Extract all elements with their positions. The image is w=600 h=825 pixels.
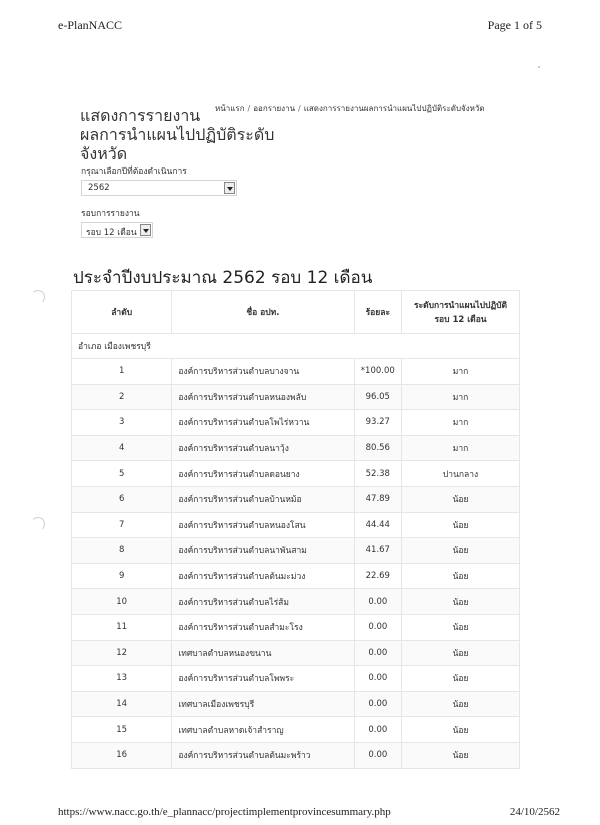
cell-no: 12	[72, 640, 172, 666]
cell-no: 5	[72, 461, 172, 487]
cell-name: องค์การบริหารส่วนตำบลบางจาน	[172, 359, 354, 385]
cell-name: องค์การบริหารส่วนตำบลดอนยาง	[172, 461, 354, 487]
cell-percent: 93.27	[354, 410, 402, 436]
chevron-down-icon[interactable]	[224, 182, 235, 194]
cell-name: องค์การบริหารส่วนตำบลไร่ส้ม	[172, 589, 354, 615]
cell-level: น้อย	[402, 742, 520, 768]
print-url: https://www.nacc.go.th/e_plannacc/projectimplementprovincesummary.php	[58, 806, 391, 818]
table-row	[72, 717, 520, 743]
col-header-level-line1: ระดับการนำแผนไปปฏิบัติ	[414, 301, 508, 311]
cell-level: น้อย	[402, 717, 520, 743]
col-header-level-line2: รอบ 12 เดือน	[434, 315, 487, 325]
cell-name: เทศบาลตำบลหนองขนาน	[172, 640, 354, 666]
cell-percent: 41.67	[354, 538, 402, 564]
cell-name: องค์การบริหารส่วนตำบลโพไร่หวาน	[172, 410, 354, 436]
cell-name: องค์การบริหารส่วนตำบลหนองพลับ	[172, 384, 354, 410]
cell-name: เทศบาลเมืองเพชรบุรี	[172, 691, 354, 717]
table-row	[72, 614, 520, 640]
print-date: 24/10/2562	[509, 806, 560, 818]
cell-no: 6	[72, 486, 172, 512]
group-label: อำเภอ เมืองเพชรบุรี	[72, 334, 520, 359]
group-row	[72, 334, 520, 359]
cell-percent: 47.89	[354, 486, 402, 512]
cell-level: มาก	[402, 384, 520, 410]
cell-level: น้อย	[402, 666, 520, 692]
round-label: รอบการรายงาน	[81, 209, 140, 219]
cell-level: น้อย	[402, 486, 520, 512]
breadcrumb-reports[interactable]: ออกรายงาน	[253, 104, 296, 113]
cell-no: 11	[72, 614, 172, 640]
print-page-number: Page 1 of 5	[487, 18, 542, 32]
cell-no: 14	[72, 691, 172, 717]
page-title-line1: แสดงการรายงาน	[80, 106, 201, 125]
table-row	[72, 359, 520, 385]
round-select-value: รอบ 12 เดือน	[86, 228, 137, 238]
print-header-title: e-PlanNACC	[58, 18, 122, 32]
report-table	[71, 290, 520, 769]
breadcrumb-current: แสดงการรายงานผลการนำแผนไปปฏิบัติระดับจังหวัด	[303, 104, 485, 113]
cell-level: น้อย	[402, 614, 520, 640]
cell-percent: 0.00	[354, 742, 402, 768]
cell-name: องค์การบริหารส่วนตำบลต้นมะพร้าว	[172, 742, 354, 768]
cell-no: 3	[72, 410, 172, 436]
cell-no: 9	[72, 563, 172, 589]
table-row	[72, 742, 520, 768]
punch-hole	[31, 290, 45, 304]
cell-no: 13	[72, 666, 172, 692]
cell-level: น้อย	[402, 563, 520, 589]
scan-speck	[538, 66, 540, 68]
table-row	[72, 486, 520, 512]
table-row	[72, 538, 520, 564]
cell-no: 8	[72, 538, 172, 564]
cell-percent: *100.00	[354, 359, 402, 385]
cell-no: 2	[72, 384, 172, 410]
table-row	[72, 666, 520, 692]
table-row	[72, 461, 520, 487]
breadcrumb-separator: /	[298, 104, 301, 113]
cell-level: น้อย	[402, 538, 520, 564]
table-row	[72, 512, 520, 538]
cell-percent: 0.00	[354, 666, 402, 692]
cell-percent: 96.05	[354, 384, 402, 410]
cell-percent: 0.00	[354, 691, 402, 717]
col-header-name: ชื่อ อปท.	[172, 291, 354, 334]
page-title	[80, 106, 310, 163]
cell-no: 16	[72, 742, 172, 768]
chevron-down-icon[interactable]	[140, 224, 151, 236]
punch-hole	[31, 517, 45, 531]
table-row	[72, 384, 520, 410]
cell-level: มาก	[402, 359, 520, 385]
cell-no: 7	[72, 512, 172, 538]
cell-name: องค์การบริหารส่วนตำบลต้นมะม่วง	[172, 563, 354, 589]
cell-percent: 0.00	[354, 640, 402, 666]
cell-no: 15	[72, 717, 172, 743]
year-select-value: 2562	[88, 183, 110, 193]
cell-percent: 0.00	[354, 717, 402, 743]
cell-percent: 44.44	[354, 512, 402, 538]
table-row	[72, 435, 520, 461]
cell-name: องค์การบริหารส่วนตำบลสำมะโรง	[172, 614, 354, 640]
report-heading: ประจำปีงบประมาณ 2562 รอบ 12 เดือน	[73, 268, 373, 288]
page-title-line2: ผลการนำแผนไปปฏิบัติระดับจังหวัด	[80, 125, 275, 163]
cell-percent: 80.56	[354, 435, 402, 461]
round-select[interactable]	[81, 222, 153, 238]
cell-level: น้อย	[402, 640, 520, 666]
col-header-percent: ร้อยละ	[354, 291, 402, 334]
cell-level: น้อย	[402, 691, 520, 717]
cell-level: มาก	[402, 410, 520, 436]
table-row	[72, 563, 520, 589]
cell-level: น้อย	[402, 589, 520, 615]
year-label: กรุณาเลือกปีที่ต้องดำเนินการ	[81, 167, 187, 177]
table-row	[72, 589, 520, 615]
cell-percent: 0.00	[354, 614, 402, 640]
cell-level: ปานกลาง	[402, 461, 520, 487]
cell-no: 1	[72, 359, 172, 385]
cell-name: องค์การบริหารส่วนตำบลโพพระ	[172, 666, 354, 692]
cell-level: มาก	[402, 435, 520, 461]
table-row	[72, 640, 520, 666]
cell-name: องค์การบริหารส่วนตำบลหนองโสน	[172, 512, 354, 538]
cell-name: องค์การบริหารส่วนตำบลนาพันสาม	[172, 538, 354, 564]
cell-name: องค์การบริหารส่วนตำบลบ้านหม้อ	[172, 486, 354, 512]
print-footer	[58, 806, 560, 820]
cell-name: เทศบาลตำบลหาดเจ้าสำราญ	[172, 717, 354, 743]
col-header-no: ลำดับ	[72, 291, 172, 334]
table-row	[72, 410, 520, 436]
cell-percent: 22.69	[354, 563, 402, 589]
print-header	[58, 18, 542, 34]
cell-percent: 52.38	[354, 461, 402, 487]
breadcrumb-home[interactable]: หน้าแรก	[215, 104, 245, 113]
cell-name: องค์การบริหารส่วนตำบลนาวุ้ง	[172, 435, 354, 461]
year-select[interactable]	[81, 180, 237, 196]
table-header-row	[72, 291, 520, 334]
cell-no: 4	[72, 435, 172, 461]
table-row	[72, 691, 520, 717]
cell-level: น้อย	[402, 512, 520, 538]
cell-no: 10	[72, 589, 172, 615]
col-header-level	[402, 291, 520, 334]
breadcrumb-separator: /	[247, 104, 251, 113]
cell-percent: 0.00	[354, 589, 402, 615]
